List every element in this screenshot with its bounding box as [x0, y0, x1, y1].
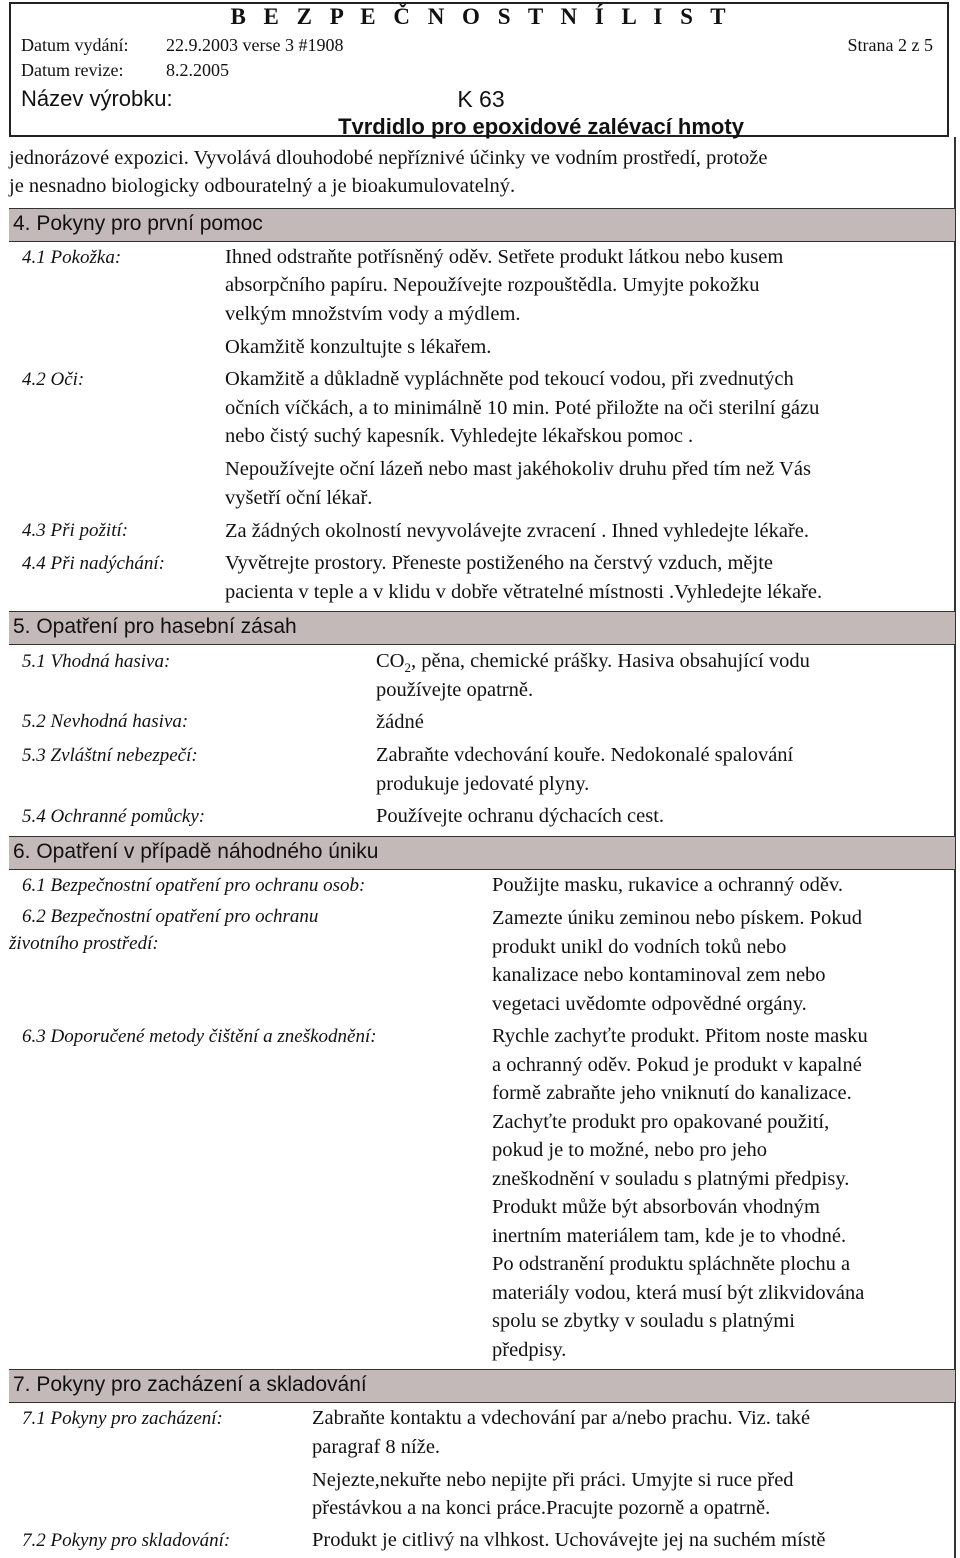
- item-6-2-label: 6.2 Bezpečnostní opatření pro ochranu: [22, 906, 319, 927]
- item-6-3-line: Po odstranění produktu spláchněte plochu a: [492, 1253, 851, 1275]
- item-4-2-line: očních víčkách, a to minimálně 10 min. Poté přiložte na oči sterilní gázu: [225, 397, 820, 419]
- product-code: K 63: [457, 86, 505, 112]
- section-7-heading: 7. Pokyny pro zacházení a skladování: [9, 1369, 955, 1403]
- revision-date-label: Datum revize:: [21, 60, 124, 80]
- item-5-1-line: používejte opatrně.: [376, 679, 534, 701]
- item-6-3-line: Rychle zachyťte produkt. Přitom noste masku: [492, 1025, 868, 1047]
- item-4-2-extra: Nepoužívejte oční lázeň nebo mast jakéhokoliv druhu před tím než Vás: [225, 458, 811, 480]
- page-number: Strana 2 z 5: [847, 35, 933, 55]
- item-5-3-line: Zabraňte vdechování kouře. Nedokonalé spalování: [376, 744, 794, 766]
- item-4-1-extra: Okamžitě konzultujte s lékařem.: [225, 336, 492, 358]
- item-6-3-line: Zachyťte produkt pro opakované použití,: [492, 1111, 830, 1133]
- item-5-2-line: žádné: [376, 711, 424, 733]
- item-6-1-label: 6.1 Bezpečnostní opatření pro ochranu osob:: [22, 875, 366, 896]
- product-name: Tvrdidlo pro epoxidové zalévací hmoty: [338, 114, 744, 139]
- item-7-2-line: Produkt je citlivý na vlhkost. Uchovávejte jej na suchém místě: [312, 1529, 826, 1551]
- document-title: B E Z P E Č N O S T N Í L I S T: [230, 4, 732, 29]
- item-6-2-label-2: životního prostředí:: [9, 933, 159, 954]
- item-5-2-label: 5.2 Nevhodná hasiva:: [22, 711, 189, 732]
- item-4-1-line: Ihned odstraňte potřísněný oděv. Setřete produkt látkou nebo kusem: [225, 246, 784, 268]
- section-6-heading: 6. Opatření v případě náhodného úniku: [9, 836, 955, 870]
- item-6-3-line: formě zabraňte jeho vniknutí do kanalizace.: [492, 1082, 852, 1104]
- item-6-2-line: produkt unikl do vodních toků nebo: [492, 936, 787, 958]
- revision-date-value: 8.2.2005: [166, 60, 229, 80]
- item-4-1-label: 4.1 Pokožka:: [22, 247, 122, 268]
- product-label: Název výrobku:: [21, 86, 173, 111]
- item-6-2-line: kanalizace nebo kontaminoval zem nebo: [492, 964, 826, 986]
- item-6-3-label: 6.3 Doporučené metody čištění a zneškodnění:: [22, 1026, 377, 1047]
- item-5-3-line: produkuje jedovaté plyny.: [376, 773, 590, 795]
- item-4-3-line: Za žádných okolností nevyvolávejte zvracení . Ihned vyhledejte lékaře.: [225, 520, 810, 542]
- item-4-3-label: 4.3 Při požití:: [22, 520, 129, 541]
- item-6-3-line: Produkt může být absorbován vhodným: [492, 1196, 820, 1218]
- item-4-2-line: Okamžitě a důkladně vypláchněte pod tekoucí vodou, při zvednutých: [225, 368, 794, 390]
- section-4-heading: 4. Pokyny pro první pomoc: [9, 208, 955, 242]
- item-6-3-line: inertním materiálem tam, kde je to vhodné.: [492, 1225, 847, 1247]
- item-4-1-line: absorpčního papíru. Nepoužívejte rozpouštědla. Umyjte pokožku: [225, 274, 760, 296]
- document-header: [9, 2, 949, 137]
- item-4-2-line: nebo čistý suchý kapesník. Vyhledejte lékařskou pomoc .: [225, 425, 694, 447]
- item-6-3-line: materiály vodou, která musí být zlikvidována: [492, 1282, 865, 1304]
- item-4-2-label: 4.2 Oči:: [22, 369, 85, 390]
- issue-date-label: Datum vydání:: [21, 35, 129, 55]
- item-7-1-extra: Nejezte,nekuřte nebo nepijte při práci. Umyjte si ruce před: [312, 1469, 794, 1491]
- item-4-1-line: velkým množstvím vody a mýdlem.: [225, 303, 521, 325]
- item-6-3-line: zneškodnění v souladu s platnými předpisy.: [492, 1168, 850, 1190]
- item-7-1-line: paragraf 8 níže.: [312, 1436, 441, 1458]
- issue-date-value: 22.9.2003 verse 3 #1908: [166, 35, 344, 55]
- item-6-2-line: Zamezte úniku zeminou nebo pískem. Pokud: [492, 907, 863, 929]
- item-6-3-line: pokud je to možné, nebo pro jeho: [492, 1139, 767, 1161]
- item-6-3-line: a ochranný oděv. Pokud je produkt v kapalné: [492, 1054, 862, 1076]
- item-4-4-label: 4.4 Při nadýchání:: [22, 553, 166, 574]
- item-7-1-label: 7.1 Pokyny pro zacházení:: [22, 1408, 223, 1429]
- item-5-4-line: Používejte ochranu dýchacích cest.: [376, 805, 665, 827]
- item-4-2-extra: vyšetří oční lékař.: [225, 487, 373, 509]
- item-7-1-line: Zabraňte kontaktu a vdechování par a/nebo prachu. Viz. také: [312, 1407, 811, 1429]
- item-6-2-line: vegetaci uvědomte odpovědné orgány.: [492, 993, 807, 1015]
- item-5-3-label: 5.3 Zvláštní nebezpečí:: [22, 745, 198, 766]
- intro-line-2: je nesnadno biologicky odbouratelný a je bioakumulovatelný.: [9, 175, 516, 197]
- item-5-4-label: 5.4 Ochranné pomůcky:: [22, 806, 206, 827]
- item-7-2-label: 7.2 Pokyny pro skladování:: [22, 1530, 231, 1551]
- item-5-1-label: 5.1 Vhodná hasiva:: [22, 651, 171, 672]
- item-5-1-line: $CO_2$, pěna, chemické prášky. Hasiva obsahující vodu: [376, 650, 810, 676]
- item-4-4-line: Vyvětrejte prostory. Přeneste postiženého na čerstvý vzduch, mějte: [225, 552, 774, 574]
- item-7-1-extra: přestávkou a na konci práce.Pracujte pozorně a opatrně.: [312, 1497, 771, 1519]
- item-6-3-line: spolu se zbytky v souladu s platnými: [492, 1310, 795, 1332]
- item-6-3-line: předpisy.: [492, 1339, 567, 1361]
- item-4-4-line: pacienta v teple a v klidu v dobře větratelné místnosti .Vyhledejte lékaře.: [225, 581, 823, 603]
- intro-line-1: jednorázové expozici. Vyvolává dlouhodobé nepříznivé účinky ve vodním prostředí, protože: [9, 147, 768, 169]
- item-6-1-line: Použijte masku, rukavice a ochranný oděv.: [492, 874, 844, 896]
- section-5-heading: 5. Opatření pro hasební zásah: [9, 611, 955, 645]
